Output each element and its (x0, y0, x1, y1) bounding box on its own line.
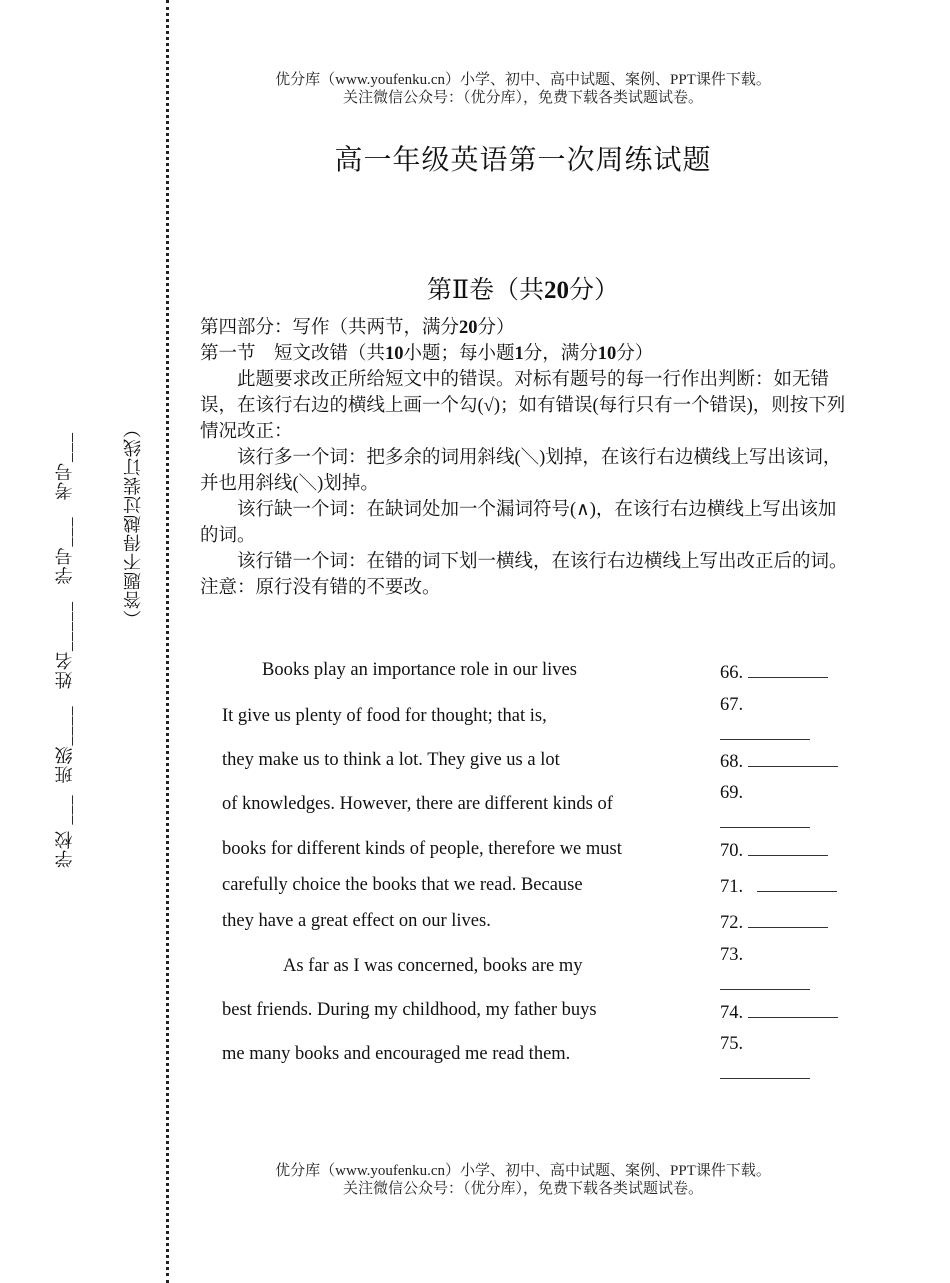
passage-line: It give us plenty of food for thought; that is, (222, 706, 547, 726)
field-student-number: 学号 (54, 546, 75, 585)
section-heading: 第一节 短文改错（共10小题；每小题1分，满分10分） (200, 344, 654, 364)
passage-line: best friends. During my childhood, my father buys (222, 1000, 597, 1020)
note: 注意：原行没有错的不要改。 (200, 578, 441, 598)
answer-blank-75[interactable]: 75. (720, 1029, 850, 1089)
page-header (200, 71, 846, 107)
passage-line: As far as I was concerned, books are my (283, 956, 583, 976)
passage-line: they make us to think a lot. They give us a lot (222, 750, 560, 770)
answer-blank-70[interactable]: 70. (720, 836, 850, 866)
page-title: 高一年级英语第一次周练试题 (334, 145, 712, 176)
answer-blank-73[interactable]: 73. (720, 940, 850, 1000)
page-footer (200, 1162, 846, 1198)
field-class: 班级 (54, 745, 75, 784)
answer-blank-72[interactable]: 72. (720, 908, 850, 938)
field-name: 姓名 (54, 651, 75, 689)
instruction-paragraph: 此题要求改正所给短文中的错误。对标有题号的每一行作出判断：如无错误，在该行右边的横线上画一个勾(√)；如有错误(每行只有一个错误)，则按下列情况改正： (200, 370, 846, 442)
passage-line: carefully choice the books that we read. Because (222, 875, 583, 895)
field-exam-number: 考号 (54, 462, 75, 500)
answer-blank-66[interactable]: 66. (720, 658, 850, 688)
footer-line-1: 优分库（www.youfenku.cn）小学、初中、高中试题、案例、PPT课件下载。 (275, 1163, 771, 1179)
answer-blank-67[interactable]: 67. (720, 690, 850, 750)
passage-line: they have a great effect on our lives. (222, 911, 491, 931)
instruction-paragraph: 该行缺一个词：在缺词处加一个漏词符号(∧)，在该行右边横线上写出该加的词。 (200, 500, 837, 546)
binding-dotted-line (166, 0, 169, 1283)
instructions-block (200, 315, 852, 601)
passage-line: books for different kinds of people, therefore we must (222, 839, 622, 859)
passage-line: Books play an importance role in our lives (262, 660, 577, 680)
binding-warning: （答题不得越过装订线） (123, 419, 143, 628)
part-heading: 第四部分：写作（共两节，满分20分） (200, 318, 515, 338)
answer-blank-74[interactable]: 74. (720, 998, 850, 1028)
field-school: 学校 (54, 830, 75, 868)
paper-section-title: 第Ⅱ卷（共20分） (426, 277, 619, 304)
student-info-fields: 学校 ___ 班级____ 姓名_____ 学号___ 考号___ (54, 432, 75, 868)
passage-line: me many books and encouraged me read them. (222, 1044, 571, 1064)
header-line-2: 关注微信公众号：（优分库），免费下载各类试题试卷。 (342, 90, 703, 106)
instruction-paragraph: 该行多一个词：把多余的词用斜线(＼)划掉，在该行右边横线上写出该词，并也用斜线(＼)划掉。 (200, 448, 842, 494)
answer-blank-69[interactable]: 69. (720, 778, 850, 838)
footer-line-2: 关注微信公众号：（优分库），免费下载各类试题试卷。 (342, 1181, 703, 1197)
passage-line: of knowledges. However, there are different kinds of (222, 794, 613, 814)
header-line-1: 优分库（www.youfenku.cn）小学、初中、高中试题、案例、PPT课件下载。 (275, 72, 771, 88)
answer-blank-71[interactable]: 71. (720, 872, 850, 902)
answer-blank-68[interactable]: 68. (720, 747, 850, 777)
instruction-paragraph: 该行错一个词：在错的词下划一横线，在该行右边横线上写出改正后的词。 (237, 552, 848, 572)
